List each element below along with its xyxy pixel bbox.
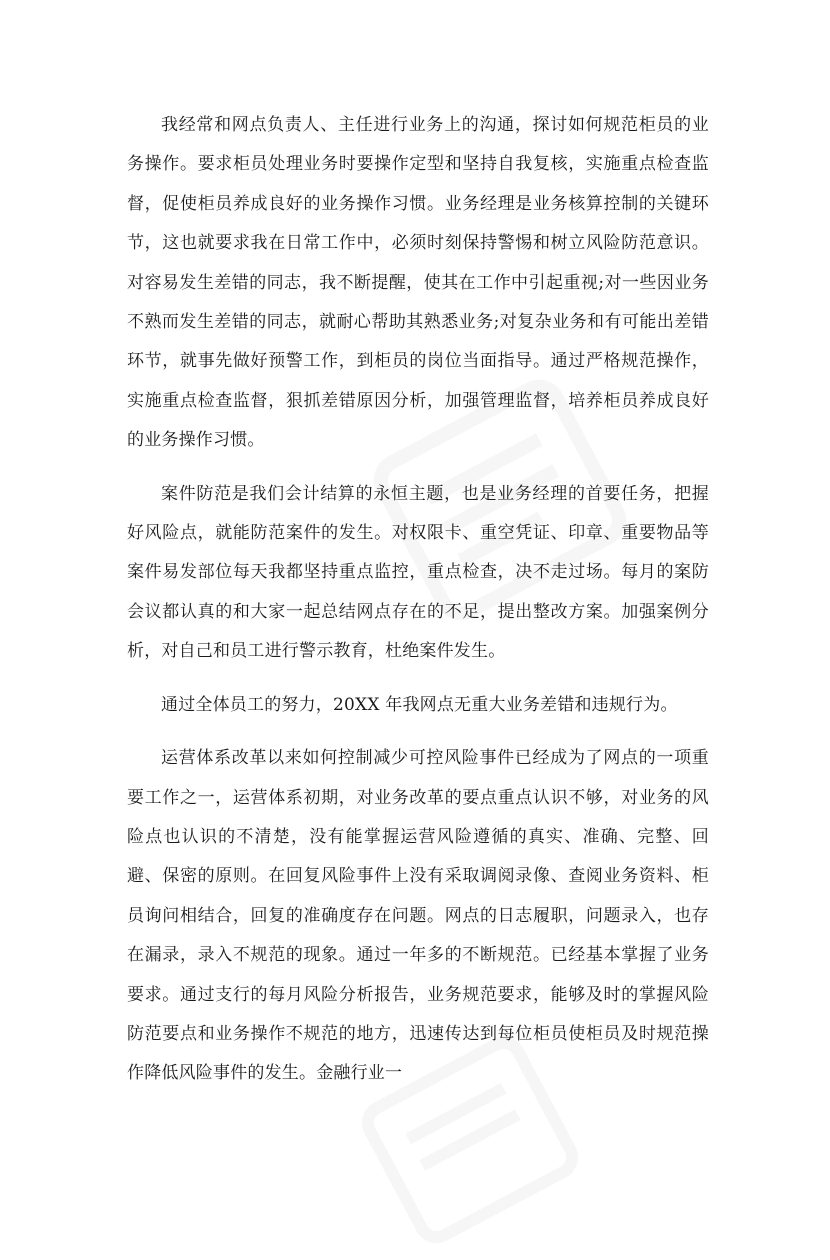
document-body [127,106,709,1108]
paragraph-2: 案件防范是我们会计结算的永恒主题，也是业务经理的首要任务，把握好风险点，就能防范案件的发生。对权限卡、重空凭证、印章、重要物品等案件易发部位每天我都坚持重点监控，重点检查，决不走过场。每月的案防会议都认真的和大家一起总结网点存在的不足，提出整改方案。加强案例分析，对自己和员工进行警示教育，杜绝案件发生。 [127,483,709,662]
paragraph-4: 运营体系改革以来如何控制减少可控风险事件已经成为了网点的一项重要工作之一，运营体系初期，对业务改革的要点重点认识不够，对业务的风险点也认识的不清楚，没有能掌握运营风险遵循的真实、准确、完整、回避、保密的原则。在回复风险事件上没有采取调阅录像、查阅业务资料、柜员询问相结合，回复的准确度存在问题。网点的日志履职，问题录入，也存在漏录，录入不规范的现象。通过一年多的不断规范。已经基本掌握了业务要求。通过支行的每月风险分析报告，业务规范要求，能够及时的掌握风险防范要点和业务操作不规范的地方，迅速传达到每位柜员使柜员及时规范操作降低风险事件的发生。金融行业一 [127,748,709,1084]
paragraph-1: 我经常和网点负责人、主任进行业务上的沟通，探讨如何规范柜员的业务操作。要求柜员处理业务时要操作定型和坚持自我复核，实施重点检查监督，促使柜员养成良好的业务操作习惯。业务经理是业务核算控制的关键环节，这也就要求我在日常工作中，必须时刻保持警惕和树立风险防范意识。对容易发生差错的同志，我不断提醒，使其在工作中引起重视;对一些因业务不熟而发生差错的同志，就耐心帮助其熟悉业务;对复杂业务和有可能出差错环节，就事先做好预警工作，到柜员的岗位当面指导。通过严格规范操作，实施重点检查监督，狠抓差错原因分析，加强管理监督，培养柜员养成良好的业务操作习惯。 [127,115,709,451]
paragraph-3: 通过全体员工的努力，20XX 年我网点无重大业务差错和违规行为。 [161,694,678,715]
